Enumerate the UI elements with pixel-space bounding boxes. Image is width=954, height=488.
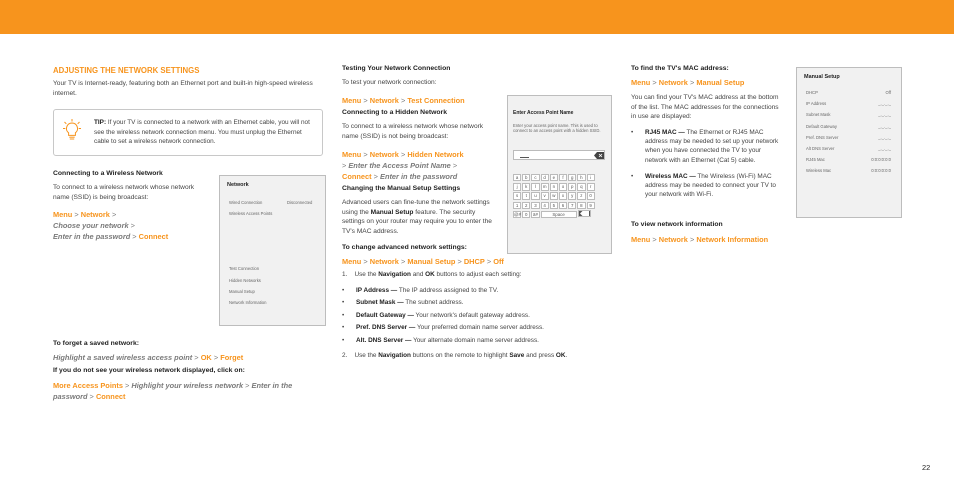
path-mac: Menu > Network > Manual Setup (631, 78, 745, 87)
path-connect-2: Connect (95, 392, 126, 401)
step-bold: Navigation (378, 352, 411, 359)
list-item (342, 285, 612, 297)
path-network-info: Menu > Network > Network Information (631, 235, 769, 244)
step-text: Use the (354, 352, 379, 359)
testing-heading: Testing Your Network Connection (342, 65, 451, 72)
hidden-heading: Connecting to a Hidden Network (342, 109, 447, 116)
ap-panel-title: Enter Access Point Name (513, 110, 574, 116)
keyboard-bottom-row (513, 203, 592, 221)
step-text: buttons to adjust each setting: (434, 271, 522, 278)
path-enter-pw: Enter in the password (53, 232, 131, 241)
setting-value: Off (885, 90, 891, 95)
keyboard-key[interactable]: f (559, 174, 567, 181)
keyboard-key[interactable]: 0 (587, 192, 595, 199)
path-ok: OK (200, 353, 212, 362)
path-choose: Choose your network (53, 221, 129, 230)
path-menu: Menu (631, 78, 651, 87)
keyboard-key[interactable]: 3 (531, 202, 539, 209)
keyboard-key[interactable]: p (568, 183, 576, 190)
tip-box (53, 109, 323, 156)
page-number: 22 (922, 463, 931, 472)
path-test-connection: Menu > Network > Test Connection (342, 96, 465, 105)
mac-text: You can find your TV's MAC address at the bottom of the list. The MAC addresses for the connections in use are displayed: (631, 94, 779, 121)
wired-connection-value: Disconnected (287, 200, 313, 205)
keyboard-key[interactable]: q (577, 183, 585, 190)
keyboard-key[interactable]: t (522, 192, 530, 199)
manual-text-2: feature. The security settings on your router may require you to enter the TV's MAC address. (342, 208, 492, 235)
step-bold: Save (509, 352, 525, 359)
key-accents[interactable]: ä# (533, 212, 538, 217)
keyboard-key[interactable]: 9 (587, 202, 595, 209)
wired-connection-label[interactable]: Wired Connection (229, 200, 263, 205)
mac-heading: To find the TV's MAC address: (631, 65, 729, 72)
testing-text: To test your network connection: (342, 79, 437, 86)
step-bold: OK (555, 352, 566, 359)
access-point-panel (507, 95, 612, 254)
keyboard-key[interactable]: d (541, 174, 549, 181)
list-item (631, 128, 783, 165)
keyboard-row (513, 175, 596, 190)
step-number: 2. (342, 352, 348, 359)
step-2 (342, 351, 567, 361)
ap-panel-text: Enter your access point name. This is used to connect to an access point with a hidden SSID. (513, 123, 601, 133)
path-forget-label: Forget (220, 353, 244, 362)
setting-label[interactable]: IP Address (806, 101, 827, 107)
list-item (342, 297, 612, 309)
keyboard-key[interactable]: e (550, 174, 558, 181)
path-hidden: Hidden Network (407, 150, 464, 159)
key-space[interactable]: Space (541, 211, 577, 218)
list-item (631, 172, 783, 200)
setting-label[interactable]: RJ45 Mac (806, 157, 825, 163)
key-zero[interactable]: 0 (522, 211, 530, 218)
keyboard-key[interactable]: v (541, 192, 549, 199)
connect-text: To connect to a wireless network whose network name (SSID) is being broadcast: (53, 184, 195, 201)
step-text: and (410, 271, 426, 278)
item-desc: Your network's default gateway address. (413, 311, 530, 319)
keyboard-key[interactable]: a (513, 174, 521, 181)
menu-network-information[interactable]: Network Information (229, 300, 267, 305)
path-network: Network (369, 96, 399, 105)
keyboard-row (513, 184, 596, 199)
item-term: RJ45 MAC — (645, 129, 685, 136)
path-menu: Menu (342, 96, 362, 105)
menu-manual-setup[interactable]: Manual Setup (229, 289, 255, 294)
settings-list (342, 285, 612, 347)
tip-text (94, 118, 316, 147)
item-term: Pref. DNS Server — (356, 324, 416, 332)
list-item (342, 335, 612, 347)
setting-value: _._._._ (878, 123, 891, 129)
path-manual: Manual Setup (696, 78, 745, 87)
intro-text: Your TV is Internet-ready, featuring both an Ethernet port and built-in high-speed wireless internet. (53, 80, 313, 97)
path-enter-pw-2: Enter in the password (53, 381, 293, 401)
step-bold: OK (425, 271, 435, 278)
network-panel (219, 175, 326, 326)
keyboard-row (513, 166, 596, 180)
path-connect: Connect (138, 232, 169, 241)
manual-heading: Changing the Manual Setup Settings (342, 185, 461, 192)
keyboard-key[interactable]: j (513, 183, 521, 190)
path-advanced: Menu > Network > Manual Setup > DHCP > Off (342, 257, 504, 266)
item-term: Alt. DNS Server — (356, 336, 412, 344)
item-desc: Your alternate domain name server address. (411, 336, 539, 344)
item-desc: The subnet address. (403, 299, 464, 307)
view-heading: To view network information (631, 221, 723, 228)
path-highlight-wireless: Highlight your wireless network (131, 381, 244, 390)
keyboard-key[interactable]: 8 (577, 202, 585, 209)
keyboard-row (513, 194, 596, 208)
wireless-access-points[interactable]: Wireless Access Points (229, 211, 273, 216)
step-bold: Navigation (378, 271, 411, 278)
ap-name-input[interactable] (513, 150, 605, 160)
item-term: IP Address — (356, 287, 398, 294)
path-network: Network (369, 150, 399, 159)
item-term: Subnet Mask — (356, 299, 404, 307)
item-desc: Your preferred domain name server address. (415, 324, 544, 332)
list-item (342, 310, 612, 322)
path-network: Network (658, 78, 688, 87)
setting-value: _._._._ (878, 112, 891, 118)
item-term: Wireless MAC — (645, 172, 696, 180)
keyboard-key[interactable]: m (541, 183, 549, 190)
setting-label[interactable]: Wireless Mac (806, 168, 832, 174)
path-off: Off (493, 257, 504, 266)
setting-value: _._._._ (878, 134, 891, 140)
keyboard-key[interactable]: 1 (513, 202, 521, 209)
path-manual: Manual Setup (407, 257, 456, 266)
path-network: Network (658, 235, 688, 244)
keyboard-key[interactable]: 4 (541, 202, 549, 209)
setting-value: _._._._ (878, 146, 891, 151)
path-network: Network (369, 257, 399, 266)
setting-value: 0:0:0:0:0:0 (871, 157, 891, 163)
mac-list (631, 128, 783, 206)
keyboard-key[interactable]: 7 (568, 202, 576, 209)
path-forget: Highlight a saved wireless access point > OK > Forget (53, 353, 244, 362)
section-title: ADJUSTING THE NETWORK SETTINGS (53, 66, 200, 75)
keyboard-key[interactable]: u (531, 192, 539, 199)
keyboard-key[interactable]: l (531, 183, 539, 190)
forget-heading: To forget a saved network: (53, 340, 139, 347)
keyboard-key[interactable]: c (531, 174, 539, 181)
connect-heading: Connecting to a Wireless Network (53, 170, 163, 177)
menu-hidden-networks[interactable]: Hidden Networks (229, 278, 261, 283)
key-backspace[interactable] (578, 210, 591, 217)
path-menu: Menu (342, 150, 362, 159)
list-item (342, 322, 612, 334)
keyboard-key[interactable]: 6 (559, 202, 567, 209)
advanced-heading: To change advanced network settings: (342, 244, 467, 251)
hidden-text: To connect to a wireless network whose network name (SSID) is not being broadcast: (342, 123, 484, 140)
lightbulb-icon (63, 119, 81, 141)
setting-value: 0:0:0:0:0:0 (871, 168, 891, 174)
keyboard-key[interactable]: i (587, 174, 595, 181)
keyboard-key[interactable]: n (550, 183, 558, 190)
step-1 (342, 270, 521, 280)
backspace-icon (580, 211, 589, 216)
step-text: buttons on the remote to highlight (410, 352, 510, 359)
path-menu: Menu (342, 257, 362, 266)
on-screen-keyboard (513, 166, 596, 208)
key-symbols[interactable]: @# (514, 212, 521, 217)
keyboard-key[interactable]: x (559, 192, 567, 199)
path-more-access-points: More Access Points > Highlight your wireless network > Enter in the password > Connect (53, 381, 293, 401)
top-banner (0, 0, 954, 34)
path-enter-ap: Enter the Access Point Name (348, 161, 451, 170)
manual-text-1: Advanced users can fine-tune the network settings using the (342, 199, 490, 216)
path-hidden-network: Menu > Network > Hidden Network > Enter the Access Point Name > Connect > Enter in the password (342, 150, 464, 181)
step-text: and press (524, 352, 556, 359)
keyboard-key[interactable]: 2 (522, 202, 530, 209)
setting-label[interactable]: Subnet Mask (806, 112, 831, 118)
cursor (520, 157, 529, 158)
path-connect: Connect (342, 172, 372, 181)
path-info: Network Information (696, 235, 769, 244)
path-more: More Access Points (53, 381, 123, 390)
manual-text (342, 198, 492, 236)
setting-value: _._._._ (878, 101, 891, 107)
step-number: 1. (342, 271, 348, 278)
keyboard-key[interactable]: b (522, 174, 530, 181)
setting-label[interactable]: Alt DNS Server (806, 146, 835, 151)
menu-test-connection[interactable]: Test Connection (229, 266, 260, 271)
keyboard-key[interactable]: r (587, 183, 595, 190)
tip-label: TIP: (94, 119, 107, 126)
path-connect-wireless: Menu > Network > Choose your network > Enter in the password > Connect (53, 210, 169, 241)
tip-body: If your TV is connected to a network with an Ethernet cable, you will not see the wireless network connection menu. You must unplug the Ethernet cable to set a wireless network connection. (94, 119, 310, 146)
item-desc: The IP address assigned to the TV. (397, 287, 499, 294)
path-dhcp: DHCP (463, 257, 485, 266)
path-menu: Menu (53, 210, 73, 219)
step-text: . (565, 352, 568, 359)
path-network: Network (80, 210, 110, 219)
path-enter-pw: Enter in the password (380, 172, 458, 181)
network-panel-title: Network (227, 182, 249, 188)
backspace-icon[interactable] (594, 152, 604, 159)
setting-label[interactable]: DHCP (806, 90, 818, 95)
keyboard-key[interactable]: k (522, 183, 530, 190)
manual-setup-title: Manual Setup (804, 74, 840, 80)
keyboard-key[interactable]: 5 (550, 202, 558, 209)
path-test: Test Connection (407, 96, 465, 105)
keyboard-key[interactable]: h (577, 174, 585, 181)
setting-label[interactable]: Pref. DNS Server (806, 134, 839, 140)
path-highlight: Highlight a saved wireless access point (53, 353, 193, 362)
keyboard-key[interactable]: z (577, 192, 585, 199)
keyboard-key[interactable]: w (550, 192, 558, 199)
path-menu: Menu (631, 235, 651, 244)
setting-label[interactable]: Default Gateway (806, 123, 837, 129)
manual-setup-panel (796, 67, 902, 218)
not-displayed-heading: If you do not see your wireless network displayed, click on: (53, 367, 245, 374)
item-term: Default Gateway — (356, 311, 414, 319)
keyboard-key[interactable]: s (513, 192, 521, 199)
step-text: Use the (354, 271, 379, 278)
keyboard-key[interactable]: o (559, 183, 567, 190)
item-desc: The Ethernet or RJ45 MAC address may be needed to set up your network when you have connected the TV to your network with an Ethernet (Cat 5) cable. (645, 129, 779, 164)
item-desc: The Wireless (Wi-Fi) MAC address may be needed to connect your TV to your network with Wi-Fi. (645, 172, 776, 199)
manual-text-bold: Manual Setup (370, 208, 414, 216)
keyboard-key[interactable]: g (568, 174, 576, 181)
keyboard-key[interactable]: y (568, 192, 576, 199)
